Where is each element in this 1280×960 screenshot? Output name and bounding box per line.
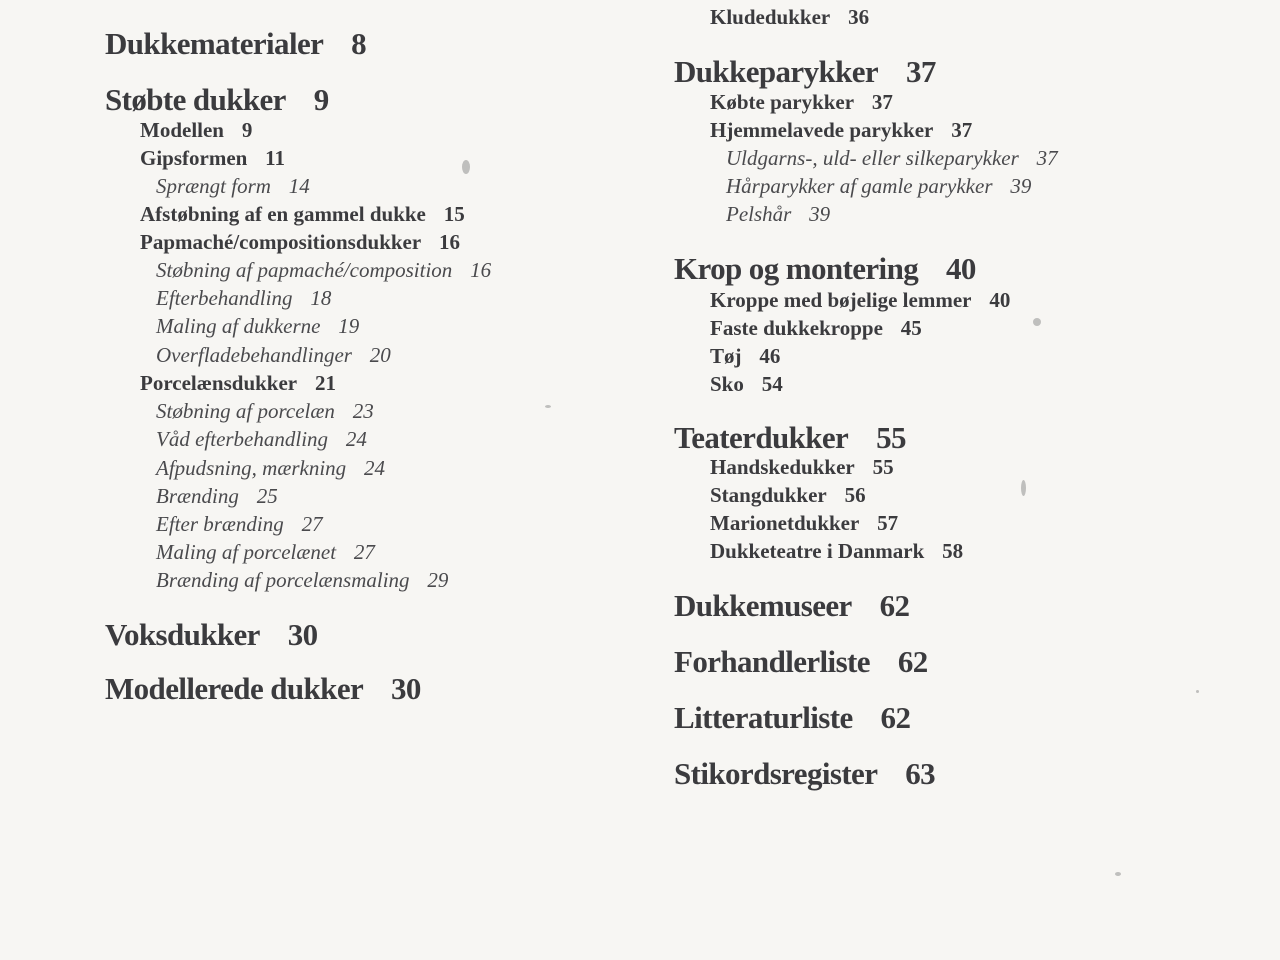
toc-entry bbox=[710, 455, 894, 480]
toc-entry-page: 62 bbox=[880, 700, 911, 735]
scan-speck bbox=[1115, 872, 1121, 876]
toc-entry-page: 37 bbox=[905, 54, 936, 89]
toc-entry-page: 19 bbox=[338, 314, 360, 338]
toc-entry-title: Forhandlerliste bbox=[674, 644, 870, 679]
toc-entry bbox=[710, 90, 893, 115]
toc-entry bbox=[710, 344, 780, 369]
toc-entry-page: 27 bbox=[353, 540, 375, 564]
toc-entry-page: 25 bbox=[256, 484, 278, 508]
toc-entry bbox=[710, 511, 898, 536]
toc-entry-page: 62 bbox=[897, 644, 928, 679]
toc-entry-title: Støbning af papmaché/composition bbox=[156, 258, 453, 282]
toc-entry-title: Våd efterbehandling bbox=[156, 427, 329, 451]
toc-entry-title: Handskedukker bbox=[710, 455, 855, 479]
toc-entry bbox=[710, 118, 972, 143]
toc-entry bbox=[156, 484, 278, 509]
toc-entry bbox=[156, 512, 323, 537]
toc-entry-title: Maling af porcelænet bbox=[156, 540, 337, 564]
toc-entry bbox=[105, 26, 366, 62]
toc-entry bbox=[140, 230, 460, 255]
toc-entry-page: 8 bbox=[351, 26, 367, 61]
toc-entry-page: 14 bbox=[288, 174, 310, 198]
toc-entry-title: Sko bbox=[710, 372, 744, 396]
toc-entry bbox=[156, 399, 374, 424]
toc-entry-title: Afstøbning af en gammel dukke bbox=[140, 202, 426, 226]
toc-entry-page: 30 bbox=[287, 617, 318, 652]
toc-entry-page: 29 bbox=[427, 568, 449, 592]
toc-entry-page: 36 bbox=[848, 5, 870, 29]
toc-entry-page: 46 bbox=[759, 344, 781, 368]
toc-entry bbox=[156, 314, 359, 339]
toc-entry-title: Marionetdukker bbox=[710, 511, 860, 535]
toc-entry-page: 56 bbox=[844, 483, 866, 507]
toc-entry-page: 16 bbox=[470, 258, 492, 282]
toc-entry bbox=[674, 54, 936, 90]
toc-entry-page: 27 bbox=[301, 512, 323, 536]
toc-entry-title: Dukkematerialer bbox=[105, 26, 324, 61]
toc-entry bbox=[156, 456, 385, 481]
toc-entry-page: 37 bbox=[1036, 146, 1058, 170]
toc-entry-title: Dukkemuseer bbox=[674, 588, 852, 623]
toc-entry-title: Hårparykker af gamle parykker bbox=[726, 174, 993, 198]
toc-entry-title: Maling af dukkerne bbox=[156, 314, 321, 338]
toc-entry-page: 11 bbox=[265, 146, 286, 170]
toc-entry bbox=[674, 700, 910, 736]
toc-entry bbox=[140, 371, 336, 396]
toc-entry-title: Voksdukker bbox=[105, 617, 260, 652]
toc-entry-page: 62 bbox=[879, 588, 910, 623]
toc-entry-title: Afpudsning, mærkning bbox=[156, 456, 347, 480]
toc-entry-title: Litteraturliste bbox=[674, 700, 853, 735]
toc-entry-title: Porcelænsdukker bbox=[140, 371, 298, 395]
toc-entry-page: 23 bbox=[352, 399, 374, 423]
toc-entry bbox=[156, 286, 331, 311]
toc-entry bbox=[674, 251, 976, 287]
toc-entry-title: Pelshår bbox=[726, 202, 792, 226]
toc-entry-title: Støbte dukker bbox=[105, 82, 286, 117]
toc-entry bbox=[674, 588, 909, 624]
toc-entry-page: 15 bbox=[443, 202, 465, 226]
toc-entry bbox=[710, 372, 783, 397]
scan-speck bbox=[462, 160, 470, 174]
toc-entry-title: Dukketeatre i Danmark bbox=[710, 539, 925, 563]
toc-entry-page: 45 bbox=[900, 316, 922, 340]
toc-entry-page: 63 bbox=[905, 756, 936, 791]
toc-entry-page: 54 bbox=[761, 372, 783, 396]
toc-entry-page: 55 bbox=[876, 420, 906, 455]
toc-entry bbox=[710, 5, 869, 30]
toc-entry-page: 55 bbox=[872, 455, 894, 479]
toc-entry-page: 24 bbox=[364, 456, 386, 480]
toc-entry bbox=[140, 202, 465, 227]
toc-entry-title: Stikordsregister bbox=[674, 756, 878, 791]
toc-entry-title: Teaterdukker bbox=[674, 420, 849, 455]
toc-entry bbox=[156, 540, 375, 565]
toc-entry-page: 24 bbox=[345, 427, 367, 451]
toc-entry bbox=[710, 316, 922, 341]
toc-entry bbox=[140, 146, 285, 171]
toc-entry-page: 9 bbox=[241, 118, 253, 142]
toc-entry bbox=[710, 288, 1010, 313]
toc-entry-title: Kludedukker bbox=[710, 5, 831, 29]
scan-speck bbox=[1021, 480, 1026, 496]
toc-entry bbox=[674, 644, 928, 680]
toc-entry bbox=[674, 756, 935, 792]
toc-entry-title: Stangdukker bbox=[710, 483, 827, 507]
toc-entry bbox=[726, 174, 1031, 199]
toc-entry-title: Købte parykker bbox=[710, 90, 855, 114]
toc-entry-page: 57 bbox=[877, 511, 899, 535]
toc-entry bbox=[105, 671, 421, 707]
scan-speck bbox=[1196, 690, 1199, 693]
toc-entry-page: 58 bbox=[942, 539, 964, 563]
toc-entry-title: Faste dukkekroppe bbox=[710, 316, 883, 340]
toc-entry-page: 21 bbox=[314, 371, 336, 395]
toc-entry-page: 37 bbox=[951, 118, 973, 142]
toc-entry-page: 9 bbox=[313, 82, 329, 117]
toc-entry bbox=[156, 343, 391, 368]
toc-entry-title: Efter brænding bbox=[156, 512, 284, 536]
toc-entry bbox=[674, 420, 906, 456]
toc-entry-title: Brænding af porcelænsmaling bbox=[156, 568, 410, 592]
toc-entry-page: 16 bbox=[439, 230, 461, 254]
toc-entry-title: Kroppe med bøjelige lemmer bbox=[710, 288, 972, 312]
toc-entry-title: Brænding bbox=[156, 484, 239, 508]
toc-entry-title: Modellerede dukker bbox=[105, 671, 364, 706]
toc-entry-title: Dukkeparykker bbox=[674, 54, 879, 89]
toc-entry-page: 37 bbox=[871, 90, 893, 114]
toc-entry bbox=[710, 483, 866, 508]
toc-entry bbox=[156, 258, 491, 283]
toc-entry bbox=[105, 82, 329, 118]
toc-entry bbox=[726, 146, 1058, 171]
toc-entry-title: Gipsformen bbox=[140, 146, 248, 170]
toc-entry-page: 39 bbox=[1010, 174, 1032, 198]
toc-entry-page: 18 bbox=[310, 286, 332, 310]
toc-entry bbox=[726, 202, 830, 227]
toc-entry-page: 40 bbox=[946, 251, 976, 286]
toc-entry-title: Overfladebehandlinger bbox=[156, 343, 352, 367]
scan-speck bbox=[1033, 318, 1041, 326]
toc-entry bbox=[156, 427, 367, 452]
toc-entry-title: Sprængt form bbox=[156, 174, 271, 198]
toc-entry-title: Efterbehandling bbox=[156, 286, 293, 310]
toc-entry-title: Hjemmelavede parykker bbox=[710, 118, 934, 142]
toc-entry bbox=[710, 539, 963, 564]
toc-entry-title: Modellen bbox=[140, 118, 224, 142]
toc-entry-title: Tøj bbox=[710, 344, 742, 368]
toc-entry-page: 39 bbox=[809, 202, 831, 226]
toc-entry-title: Uldgarns-, uld- eller silkeparykker bbox=[726, 146, 1019, 170]
toc-entry-title: Støbning af porcelæn bbox=[156, 399, 335, 423]
toc-entry bbox=[156, 174, 310, 199]
toc-entry-title: Krop og montering bbox=[674, 251, 919, 286]
toc-entry-page: 20 bbox=[369, 343, 391, 367]
toc-entry bbox=[105, 617, 318, 653]
toc-entry-title: Papmaché/compositionsdukker bbox=[140, 230, 422, 254]
scan-speck bbox=[545, 405, 551, 408]
toc-entry-page: 40 bbox=[989, 288, 1011, 312]
toc-entry-page: 30 bbox=[391, 671, 421, 706]
toc-entry bbox=[140, 118, 252, 143]
toc-entry bbox=[156, 568, 448, 593]
